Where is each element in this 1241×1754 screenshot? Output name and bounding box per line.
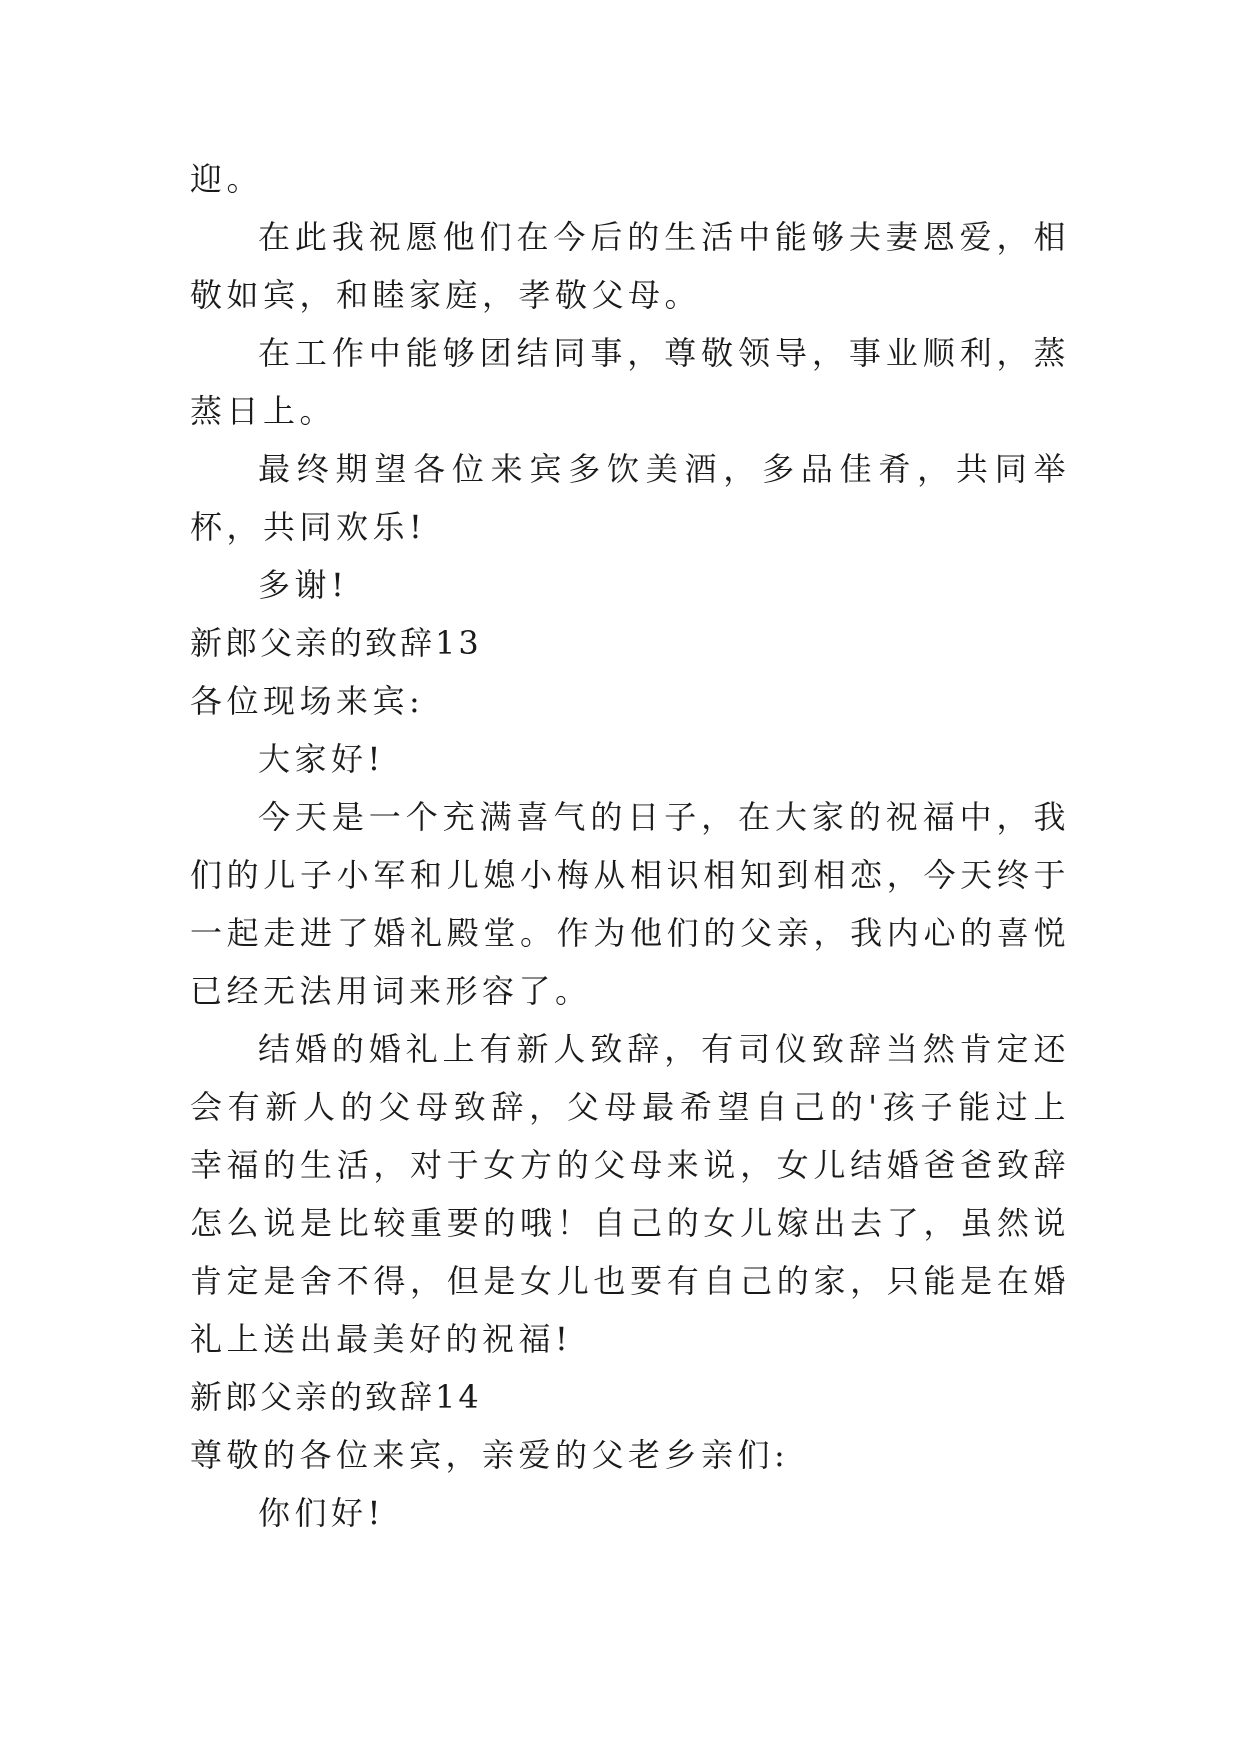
paragraph: 在工作中能够团结同事，尊敬领导，事业顺利，蒸蒸日上。 bbox=[190, 334, 1070, 430]
paragraph: 迎。 bbox=[190, 160, 264, 198]
paragraph: 在此我祝愿他们在今后的生活中能够夫妻恩爱，相敬如宾，和睦家庭，孝敬父母。 bbox=[190, 218, 1070, 314]
section-heading: 新郎父亲的致辞14 bbox=[190, 1378, 482, 1416]
paragraph: 大家好! bbox=[258, 740, 385, 778]
paragraph: 结婚的婚礼上有新人致辞，有司仪致辞当然肯定还会有新人的父母致辞，父母最希望自己的'孩子能过上幸福的生活，对于女方的父母来说，女儿结婚爸爸致辞怎么说是比较重要的哦！自己的女儿嫁出去了，虽然说肯定是舍不得，但是女儿也要有自己的家，只能是在婚礼上送出最美好的祝福! bbox=[190, 1030, 1070, 1358]
paragraph: 多谢! bbox=[258, 566, 349, 604]
document-page bbox=[190, 150, 1070, 1542]
section-heading: 新郎父亲的致辞13 bbox=[190, 624, 482, 662]
salutation: 各位现场来宾: bbox=[190, 682, 425, 720]
paragraph: 最终期望各位来宾多饮美酒，多品佳肴，共同举杯，共同欢乐! bbox=[190, 450, 1070, 546]
paragraph: 你们好! bbox=[258, 1494, 385, 1532]
salutation: 尊敬的各位来宾，亲爱的父老乡亲们: bbox=[190, 1436, 790, 1474]
paragraph: 今天是一个充满喜气的日子，在大家的祝福中，我们的儿子小军和儿媳小梅从相识相知到相恋，今天终于一起走进了婚礼殿堂。作为他们的父亲，我内心的喜悦已经无法用词来形容了。 bbox=[190, 798, 1070, 1010]
